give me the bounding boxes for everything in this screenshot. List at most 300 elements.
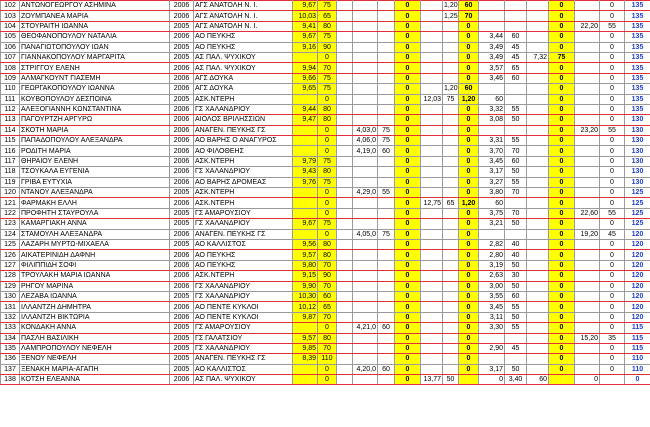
table-cell bbox=[527, 312, 549, 322]
table-cell: 55 bbox=[600, 21, 625, 31]
table-cell: 105 bbox=[1, 32, 20, 42]
table-cell: 2005 bbox=[170, 94, 194, 104]
table-cell: 0 bbox=[459, 21, 479, 31]
table-cell: 121 bbox=[1, 198, 20, 208]
table-cell: 0 bbox=[459, 104, 479, 114]
table-cell bbox=[527, 219, 549, 229]
table-cell bbox=[353, 73, 378, 83]
table-cell bbox=[527, 260, 549, 270]
table-cell bbox=[421, 281, 443, 291]
table-cell: ΑΟ ΠΕΝΤΕ ΚΥΚΛΟΙ bbox=[194, 312, 293, 322]
table-cell bbox=[421, 73, 443, 83]
table-cell: 2005 bbox=[170, 239, 194, 249]
table-cell bbox=[337, 343, 353, 353]
table-cell bbox=[527, 291, 549, 301]
table-cell bbox=[575, 42, 600, 52]
table-cell: 75 bbox=[318, 73, 337, 83]
table-cell bbox=[443, 32, 459, 42]
table-cell: 75 bbox=[378, 125, 395, 135]
table-cell: 135 bbox=[625, 73, 650, 83]
table-cell bbox=[443, 271, 459, 281]
table-cell: 12,03 bbox=[421, 94, 443, 104]
table-cell: 0 bbox=[459, 63, 479, 73]
table-cell: 0 bbox=[600, 63, 625, 73]
table-cell: 3,21 bbox=[479, 219, 505, 229]
table-cell: 0 bbox=[600, 42, 625, 52]
table-cell: ΚΟΤΣΗ ΕΛΕΑΝΝΑ bbox=[20, 375, 170, 385]
table-cell: 120 bbox=[625, 281, 650, 291]
table-cell: 117 bbox=[1, 156, 20, 166]
table-cell bbox=[421, 239, 443, 249]
table-cell bbox=[353, 115, 378, 125]
table-cell: 0 bbox=[549, 333, 575, 343]
table-row bbox=[1, 364, 650, 374]
table-cell bbox=[575, 302, 600, 312]
table-cell: 2005 bbox=[170, 21, 194, 31]
table-cell bbox=[443, 21, 459, 31]
table-cell bbox=[378, 375, 395, 385]
table-cell bbox=[378, 239, 395, 249]
table-cell: 60 bbox=[378, 364, 395, 374]
table-cell: 70 bbox=[318, 281, 337, 291]
table-cell bbox=[527, 281, 549, 291]
table-row bbox=[1, 333, 650, 343]
table-cell bbox=[378, 52, 395, 62]
table-cell: 9,66 bbox=[293, 73, 318, 83]
table-cell bbox=[378, 343, 395, 353]
table-cell: 0 bbox=[600, 94, 625, 104]
table-cell: 2006 bbox=[170, 146, 194, 156]
table-cell: 0 bbox=[395, 52, 421, 62]
table-cell bbox=[505, 125, 527, 135]
table-cell: 0 bbox=[600, 198, 625, 208]
table-cell bbox=[293, 94, 318, 104]
table-cell: 0 bbox=[395, 146, 421, 156]
table-cell: 80 bbox=[318, 115, 337, 125]
table-cell bbox=[527, 32, 549, 42]
table-cell: 0 bbox=[600, 271, 625, 281]
table-cell bbox=[378, 291, 395, 301]
table-cell: ΑΣΚ.ΝΤΕΡΗ bbox=[194, 198, 293, 208]
table-cell bbox=[479, 354, 505, 364]
table-cell bbox=[378, 260, 395, 270]
table-cell: 0 bbox=[549, 21, 575, 31]
table-cell bbox=[527, 229, 549, 239]
table-cell: 0 bbox=[600, 84, 625, 94]
table-cell: 130 bbox=[625, 136, 650, 146]
table-cell bbox=[421, 136, 443, 146]
table-row bbox=[1, 146, 650, 156]
table-cell bbox=[575, 219, 600, 229]
table-cell bbox=[353, 21, 378, 31]
table-cell: 75 bbox=[318, 177, 337, 187]
table-cell: 0 bbox=[395, 343, 421, 353]
table-cell: 2006 bbox=[170, 73, 194, 83]
table-row bbox=[1, 167, 650, 177]
table-cell bbox=[421, 188, 443, 198]
table-cell: 75 bbox=[378, 229, 395, 239]
table-cell: ΓΕΩΡΓΑΚΟΠΟΥΛΟΥ ΙΩΑΝΝΑ bbox=[20, 84, 170, 94]
table-cell: 60 bbox=[459, 84, 479, 94]
table-cell: 70 bbox=[318, 260, 337, 270]
table-cell bbox=[421, 291, 443, 301]
table-cell bbox=[527, 188, 549, 198]
table-row bbox=[1, 229, 650, 239]
table-cell: 110 bbox=[625, 354, 650, 364]
table-cell: 12,75 bbox=[421, 198, 443, 208]
table-cell: 70 bbox=[459, 11, 479, 21]
table-cell: 0 bbox=[549, 115, 575, 125]
table-cell: 0 bbox=[395, 84, 421, 94]
table-cell bbox=[378, 84, 395, 94]
table-cell bbox=[353, 94, 378, 104]
table-cell: 0 bbox=[395, 136, 421, 146]
table-cell bbox=[443, 302, 459, 312]
table-cell: 9,76 bbox=[293, 177, 318, 187]
table-cell bbox=[378, 219, 395, 229]
table-cell: 0 bbox=[459, 188, 479, 198]
table-cell: 9,67 bbox=[293, 1, 318, 11]
table-cell: 0 bbox=[459, 250, 479, 260]
table-cell: 0 bbox=[459, 177, 479, 187]
table-cell: 9,85 bbox=[293, 343, 318, 353]
table-cell bbox=[443, 115, 459, 125]
table-cell bbox=[378, 281, 395, 291]
table-cell: 80 bbox=[318, 333, 337, 343]
table-cell: 3,31 bbox=[479, 136, 505, 146]
table-cell: 9,67 bbox=[293, 219, 318, 229]
table-cell: 0 bbox=[318, 323, 337, 333]
table-cell bbox=[443, 63, 459, 73]
table-cell bbox=[337, 167, 353, 177]
table-cell bbox=[575, 1, 600, 11]
table-cell: 135 bbox=[625, 104, 650, 114]
table-cell: 126 bbox=[1, 250, 20, 260]
table-cell bbox=[527, 364, 549, 374]
table-cell: 9,57 bbox=[293, 333, 318, 343]
table-cell bbox=[337, 156, 353, 166]
table-row bbox=[1, 198, 650, 208]
table-cell: 2006 bbox=[170, 177, 194, 187]
table-cell: 0 bbox=[549, 11, 575, 21]
table-cell: ΑΓΣ ΑΝΑΤΟΛΗ Ν. Ι. bbox=[194, 21, 293, 31]
table-cell: 60 bbox=[479, 94, 505, 104]
table-cell: ΣΚΟΤΗ ΜΑΡΙΑ bbox=[20, 125, 170, 135]
table-cell: 0 bbox=[549, 136, 575, 146]
table-cell bbox=[353, 271, 378, 281]
table-cell bbox=[575, 146, 600, 156]
table-cell: 2,63 bbox=[479, 271, 505, 281]
table-cell: 50 bbox=[505, 312, 527, 322]
table-cell bbox=[600, 375, 625, 385]
table-cell bbox=[505, 333, 527, 343]
table-cell bbox=[443, 323, 459, 333]
table-cell bbox=[337, 333, 353, 343]
table-cell: 135 bbox=[625, 11, 650, 21]
table-cell bbox=[575, 239, 600, 249]
table-cell: 0 bbox=[600, 250, 625, 260]
table-cell: 55 bbox=[600, 208, 625, 218]
table-row bbox=[1, 208, 650, 218]
table-cell: ΑΟ ΚΑΛΛΙΣΤΟΣ bbox=[194, 364, 293, 374]
table-cell bbox=[293, 136, 318, 146]
table-cell bbox=[421, 32, 443, 42]
table-cell: 0 bbox=[600, 219, 625, 229]
table-cell: 3,11 bbox=[479, 312, 505, 322]
table-cell: 0 bbox=[395, 1, 421, 11]
table-cell: 70 bbox=[505, 208, 527, 218]
table-cell: ΑΙΟΛΟΣ ΒΡΙΛΗΣΣΙΩΝ bbox=[194, 115, 293, 125]
table-cell: 0 bbox=[318, 146, 337, 156]
table-cell bbox=[353, 208, 378, 218]
table-cell: 2006 bbox=[170, 1, 194, 11]
table-cell: 60 bbox=[459, 1, 479, 11]
table-cell: 128 bbox=[1, 271, 20, 281]
table-cell bbox=[527, 250, 549, 260]
table-cell: 113 bbox=[1, 115, 20, 125]
table-cell: 30 bbox=[505, 271, 527, 281]
table-cell: 137 bbox=[1, 364, 20, 374]
table-cell: 23,20 bbox=[575, 125, 600, 135]
table-cell: 3,27 bbox=[479, 177, 505, 187]
table-cell: 110 bbox=[318, 354, 337, 364]
table-cell: ΣΤΟΥΡΑΙΤΗ ΙΩΑΝΝΑ bbox=[20, 21, 170, 31]
table-cell bbox=[337, 63, 353, 73]
table-cell: 9,41 bbox=[293, 21, 318, 31]
table-cell: 0 bbox=[459, 229, 479, 239]
table-cell bbox=[527, 302, 549, 312]
table-cell: 9,94 bbox=[293, 63, 318, 73]
table-cell: 3,17 bbox=[479, 364, 505, 374]
table-cell: 65 bbox=[505, 63, 527, 73]
table-cell bbox=[421, 167, 443, 177]
table-cell: 60 bbox=[505, 156, 527, 166]
table-cell bbox=[353, 333, 378, 343]
table-cell: 60 bbox=[479, 198, 505, 208]
table-cell: 0 bbox=[600, 364, 625, 374]
table-cell bbox=[527, 271, 549, 281]
table-cell bbox=[353, 291, 378, 301]
table-cell bbox=[549, 375, 575, 385]
table-cell bbox=[421, 115, 443, 125]
table-cell bbox=[575, 156, 600, 166]
table-row bbox=[1, 354, 650, 364]
table-cell: 4,20,0 bbox=[353, 364, 378, 374]
table-cell bbox=[337, 125, 353, 135]
table-cell: 3,75 bbox=[479, 208, 505, 218]
table-cell: 0 bbox=[549, 250, 575, 260]
table-cell: 2005 bbox=[170, 354, 194, 364]
table-row bbox=[1, 302, 650, 312]
table-cell bbox=[479, 1, 505, 11]
table-cell: ΑΛΕΞΟΓΙΑΝΝΗ ΚΩΝΣΤΑΝΤΙΝΑ bbox=[20, 104, 170, 114]
table-cell: ΤΣΟΥΚΑΛΑ ΕΥΓΕΝΙΑ bbox=[20, 167, 170, 177]
table-cell: 0 bbox=[459, 208, 479, 218]
table-cell: 70 bbox=[505, 146, 527, 156]
table-cell: 3,57 bbox=[479, 63, 505, 73]
table-cell: ΚΟΝΔΑΚΗ ΑΝΝΑ bbox=[20, 323, 170, 333]
table-cell: 90 bbox=[318, 271, 337, 281]
table-cell: ΡΗΓΟΥ ΜΑΡΙΝΑ bbox=[20, 281, 170, 291]
table-cell: 119 bbox=[1, 177, 20, 187]
table-row bbox=[1, 84, 650, 94]
table-cell bbox=[421, 250, 443, 260]
table-cell: ΛΑΜΠΡΟΠΟΥΛΟΥ ΝΕΦΕΛΗ bbox=[20, 343, 170, 353]
table-cell: 112 bbox=[1, 104, 20, 114]
table-cell: 2006 bbox=[170, 156, 194, 166]
table-cell: 80 bbox=[318, 21, 337, 31]
table-cell: 2005 bbox=[170, 343, 194, 353]
table-cell bbox=[443, 125, 459, 135]
table-cell bbox=[378, 354, 395, 364]
table-cell: ΑΣΚ.ΝΤΕΡΗ bbox=[194, 156, 293, 166]
table-cell: 2006 bbox=[170, 84, 194, 94]
table-row bbox=[1, 375, 650, 385]
table-cell bbox=[378, 302, 395, 312]
table-cell: 9,79 bbox=[293, 156, 318, 166]
table-row bbox=[1, 42, 650, 52]
table-cell: 120 bbox=[625, 291, 650, 301]
table-cell: 0 bbox=[575, 375, 600, 385]
table-cell: 9,43 bbox=[293, 167, 318, 177]
table-cell bbox=[443, 208, 459, 218]
table-cell bbox=[337, 364, 353, 374]
table-cell bbox=[527, 1, 549, 11]
table-cell: 3,40 bbox=[505, 375, 527, 385]
table-cell bbox=[293, 323, 318, 333]
table-cell: 7,32 bbox=[527, 52, 549, 62]
table-cell: 0 bbox=[549, 32, 575, 42]
table-cell: 2006 bbox=[170, 250, 194, 260]
table-cell: 9,47 bbox=[293, 115, 318, 125]
table-cell bbox=[353, 302, 378, 312]
table-cell: 0 bbox=[395, 11, 421, 21]
table-cell bbox=[353, 11, 378, 21]
table-cell: 0 bbox=[318, 364, 337, 374]
table-cell: 0 bbox=[395, 364, 421, 374]
table-cell: 8,39 bbox=[293, 354, 318, 364]
table-cell: ΓΣ ΑΜΑΡΟΥΣΙΟΥ bbox=[194, 323, 293, 333]
table-cell bbox=[443, 177, 459, 187]
table-cell: 35 bbox=[600, 333, 625, 343]
table-cell: ΓΡΙΒΑ ΕΥΤΥΧΙΑ bbox=[20, 177, 170, 187]
table-cell bbox=[378, 1, 395, 11]
table-cell: 2005 bbox=[170, 42, 194, 52]
table-cell bbox=[527, 11, 549, 21]
table-cell bbox=[293, 146, 318, 156]
table-cell: 3,30 bbox=[479, 323, 505, 333]
table-cell: 107 bbox=[1, 52, 20, 62]
table-cell: ΠΑΠΑΔΟΠΟΥΛΟΥ ΑΛΕΞΑΝΔΡΑ bbox=[20, 136, 170, 146]
table-cell: 115 bbox=[1, 136, 20, 146]
table-cell: 10,12 bbox=[293, 302, 318, 312]
table-cell: 3,45 bbox=[479, 302, 505, 312]
table-cell: 120 bbox=[625, 250, 650, 260]
table-cell: ΙΛΛΑΝΤΖΗ ΒΙΚΤΩΡΙΑ bbox=[20, 312, 170, 322]
table-cell: 0 bbox=[549, 125, 575, 135]
table-cell: ΞΕΝΑΚΗ ΜΑΡΙΑ-ΑΓΑΠΗ bbox=[20, 364, 170, 374]
table-cell: 0 bbox=[395, 333, 421, 343]
table-cell bbox=[293, 229, 318, 239]
table-cell: 9,80 bbox=[293, 260, 318, 270]
table-cell: 0 bbox=[395, 291, 421, 301]
table-cell bbox=[527, 104, 549, 114]
table-cell: 0 bbox=[600, 156, 625, 166]
table-cell: 2006 bbox=[170, 11, 194, 21]
table-cell bbox=[575, 84, 600, 94]
table-cell: 0 bbox=[549, 281, 575, 291]
table-cell: ΚΟΥΒΟΠΟΥΛΟΥ ΔΕΣΠΟΙΝΑ bbox=[20, 94, 170, 104]
table-cell: 50 bbox=[505, 115, 527, 125]
table-cell: 2006 bbox=[170, 198, 194, 208]
table-cell: 60 bbox=[318, 291, 337, 301]
table-cell: 120 bbox=[625, 271, 650, 281]
table-cell bbox=[479, 125, 505, 135]
table-cell: 0 bbox=[600, 260, 625, 270]
table-cell bbox=[378, 156, 395, 166]
table-cell: 0 bbox=[395, 63, 421, 73]
table-cell: 0 bbox=[459, 364, 479, 374]
table-cell bbox=[293, 52, 318, 62]
table-cell: 0 bbox=[600, 281, 625, 291]
table-cell: 9,16 bbox=[293, 42, 318, 52]
table-cell bbox=[353, 104, 378, 114]
table-cell: 0 bbox=[459, 333, 479, 343]
table-cell bbox=[378, 73, 395, 83]
table-cell: 0 bbox=[549, 94, 575, 104]
table-cell bbox=[459, 375, 479, 385]
table-cell bbox=[378, 208, 395, 218]
table-cell bbox=[575, 52, 600, 62]
table-cell bbox=[337, 354, 353, 364]
table-cell: 75 bbox=[318, 219, 337, 229]
table-cell: 0 bbox=[395, 104, 421, 114]
table-cell: ΑΝΑΓΕΝ. ΠΕΥΚΗΣ ΓΣ bbox=[194, 229, 293, 239]
table-cell: 9,87 bbox=[293, 312, 318, 322]
table-cell: 0 bbox=[459, 52, 479, 62]
table-cell bbox=[378, 104, 395, 114]
table-cell bbox=[443, 146, 459, 156]
table-cell bbox=[353, 312, 378, 322]
table-cell: 2,90 bbox=[479, 343, 505, 353]
table-cell bbox=[443, 52, 459, 62]
table-cell: 0 bbox=[395, 375, 421, 385]
table-cell: 0 bbox=[549, 167, 575, 177]
table-cell bbox=[337, 260, 353, 270]
table-cell bbox=[527, 84, 549, 94]
table-cell: ΑΟ ΚΑΛΛΙΣΤΟΣ bbox=[194, 239, 293, 249]
table-cell: 135 bbox=[625, 21, 650, 31]
table-cell: 15,20 bbox=[575, 333, 600, 343]
results-table-body bbox=[1, 1, 650, 385]
table-cell: 0 bbox=[549, 312, 575, 322]
table-cell: 131 bbox=[1, 302, 20, 312]
table-cell bbox=[443, 104, 459, 114]
table-cell bbox=[421, 354, 443, 364]
table-cell bbox=[575, 167, 600, 177]
table-cell: 70 bbox=[318, 312, 337, 322]
table-cell: 114 bbox=[1, 125, 20, 135]
table-cell: 0 bbox=[600, 188, 625, 198]
table-cell: 135 bbox=[625, 1, 650, 11]
table-cell: 0 bbox=[395, 208, 421, 218]
table-cell bbox=[337, 146, 353, 156]
table-cell: 75 bbox=[318, 84, 337, 94]
table-cell: 2006 bbox=[170, 229, 194, 239]
table-cell: 50 bbox=[505, 167, 527, 177]
table-cell: 0 bbox=[549, 156, 575, 166]
table-cell: ΑΣ ΠΑΛ. ΨΥΧΙΚΟΥ bbox=[194, 52, 293, 62]
